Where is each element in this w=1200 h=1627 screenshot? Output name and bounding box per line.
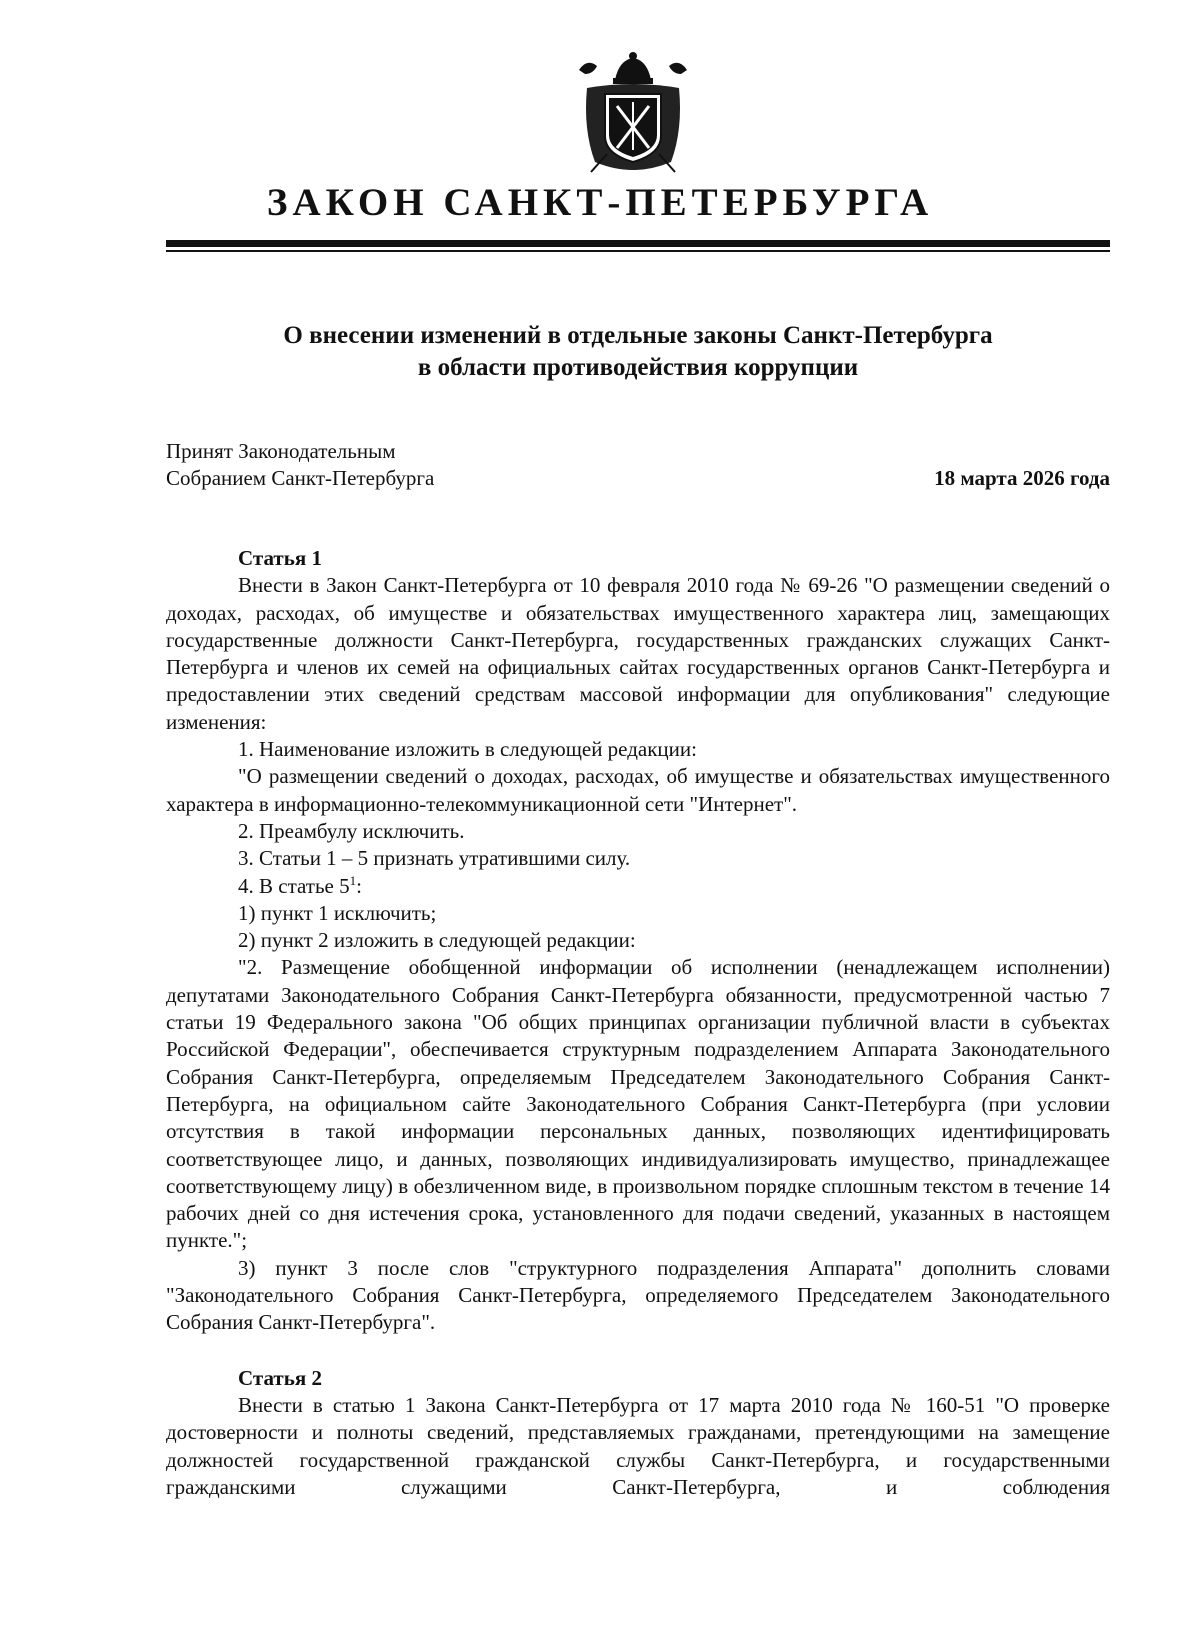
article-1-item-4-prefix: 4. В статье 5 — [238, 873, 350, 898]
article-1-subitem-3: 3) пункт 3 после слов "структурного подразделения Аппарата" дополнить словами "Законодательного Собрания Санкт-Петербурга, определяемого Председателем Законодательного Собрания Санкт-Петербурга". — [166, 1255, 1110, 1335]
article-1-item-3: 3. Статьи 1 – 5 признать утратившими силу. — [238, 846, 631, 871]
article-1-subitem-2-text: "2. Размещение обобщенной информации об исполнении (ненадлежащем исполнении) депутатами Законодательного Собрания Санкт-Петербурга обязанности, предусмотренной частью 7 статьи 19 Федерального закона "Об общих принципах организации публичной власти в субъектах Российской Федерации", обеспечивается структурным подразделением Аппарата Законодательного Собрания Санкт-Петербурга, определяемым Председателем Законодательного Собрания Санкт-Петербурга, на официальном сайте Законодательного Собрания Санкт-Петербурга (при условии отсутствия в такой информации персональных данных, позволяющих идентифицировать соответствующее лицо, и данных, позволяющих индивидуализировать имущество, принадлежащее соответствующему лицу) в обезличенном виде, в произвольном порядке сплошным текстом в течение 14 рабочих дней со дня истечения срока, установленного для подачи сведений, указанных в настоящем пункте."; — [166, 955, 1110, 1253]
article-1-item-1: 1. Наименование изложить в следующей редакции: — [238, 737, 697, 762]
document-body — [166, 545, 1110, 1501]
article-1-intro: Внести в Закон Санкт-Петербурга от 10 февраля 2010 года № 69-26 "О размещении сведений о доходах, расходах, об имуществе и обязательствах имущественного характера лиц, замещающих государственные должности Санкт-Петербурга, государственных гражданских служащих Санкт-Петербурга и членов их семей на официальных сайтах государственных органов Санкт-Петербурга и предоставлении этих сведений средствам массовой информации для опубликования" следующие изменения: — [166, 573, 1110, 734]
adopted-by — [166, 438, 434, 492]
article-1-heading: Статья 1 — [238, 546, 322, 570]
law-title: ЗАКОН САНКТ-ПЕТЕРБУРГА — [266, 181, 934, 224]
header-rule-thin — [166, 250, 1110, 252]
article-1-item-4-suffix: : — [356, 873, 362, 898]
document-name-line-1: О внесении изменений в отдельные законы Санкт-Петербурга — [283, 322, 993, 349]
adoption-date: 18 марта 2026 года — [934, 466, 1110, 490]
article-1-item-4 — [166, 873, 1110, 900]
article-1-item-4-superscript: 1 — [349, 872, 357, 888]
article-1-item-1-text: "О размещении сведений о доходах, расходах, об имуществе и обязательствах имущественного характера в информационно-телекоммуникационной сети "Интернет". — [166, 764, 1110, 816]
article-2-heading: Статья 2 — [238, 1365, 322, 1390]
header-rule-thick — [166, 240, 1110, 247]
adopted-by-line-2: Собранием Санкт-Петербурга — [166, 466, 435, 490]
article-1-subitem-1: 1) пункт 1 исключить; — [238, 900, 437, 925]
document-name — [150, 320, 1126, 384]
article-2-intro: Внести в статью 1 Закона Санкт-Петербурга от 17 марта 2010 года № 160-51 "О проверке достоверности и полноты сведений, представляемых гражданами, претендующими на замещение должностей государственной гражданской службы Санкт-Петербурга, и государственными гражданскими служащими Санкт-Петербурга, и соблюдения — [166, 1392, 1110, 1499]
adopted-by-line-1: Принят Законодательным — [166, 439, 396, 463]
article-1-subitem-2: 2) пункт 2 изложить в следующей редакции: — [238, 928, 636, 953]
coat-of-arms-emblem — [573, 50, 693, 176]
article-1-item-2: 2. Преамбулу исключить. — [238, 818, 465, 843]
document-name-line-2: в области противодействия коррупции — [417, 354, 859, 381]
